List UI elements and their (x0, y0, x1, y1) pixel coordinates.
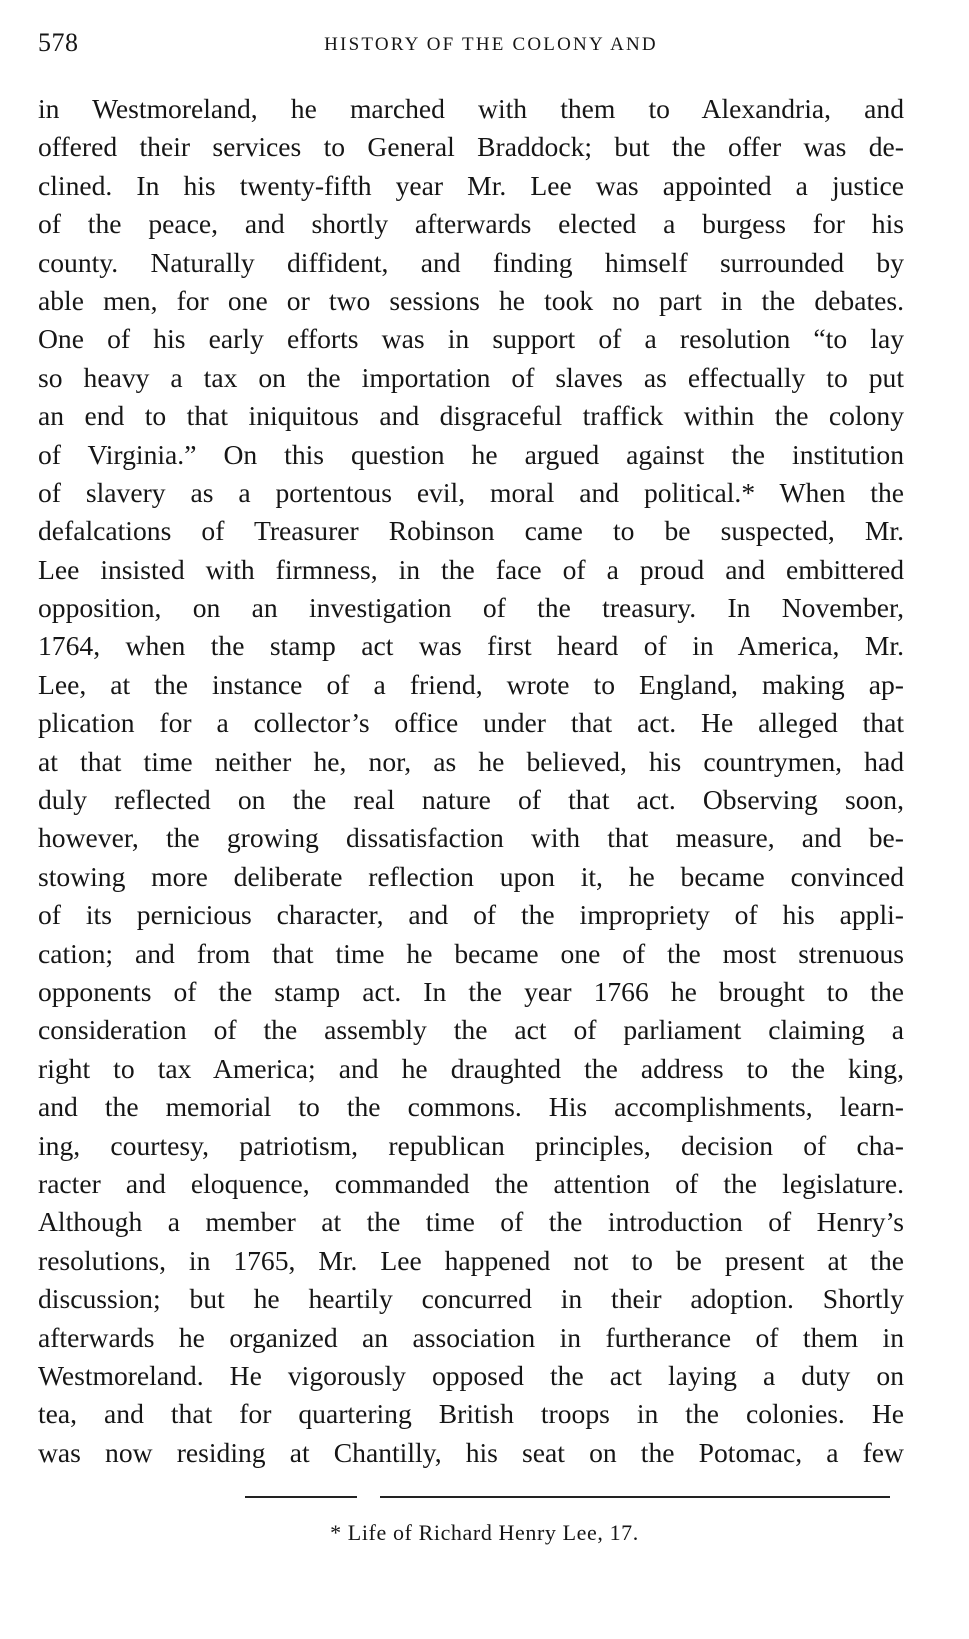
text-line: stowing more deliberate reflection upon it, he became convinced (38, 860, 904, 892)
text-line: so heavy a tax on the importation of slaves as effectually to put (38, 361, 904, 393)
text-line: Lee insisted with firmness, in the face of a proud and embittered (38, 553, 904, 585)
text-line: of slavery as a portentous evil, moral and political.* When the (38, 476, 904, 508)
text-line: plication for a collector’s office under that act. He alleged that (38, 707, 904, 739)
text-line: Lee, at the instance of a friend, wrote to England, making ap- (38, 668, 904, 700)
text-line: however, the growing dissatisfaction with that measure, and be- (38, 822, 904, 854)
text-line: tea, and that for quartering British troops in the colonies. He (38, 1398, 904, 1430)
text-line: of Virginia.” On this question he argued against the institution (38, 438, 904, 470)
text-line: afterwards he organized an association in furtherance of them in (38, 1321, 904, 1353)
text-line: at that time neither he, nor, as he believed, his countrymen, had (38, 745, 904, 777)
text-line: an end to that iniquitous and disgraceful traffick within the colony (38, 400, 904, 432)
text-line: discussion; but he heartily concurred in their adoption. Shortly (38, 1283, 904, 1315)
footnote: * Life of Richard Henry Lee, 17. (330, 1520, 639, 1545)
text-line: opponents of the stamp act. In the year 1766 he brought to the (38, 975, 904, 1007)
text-line: Westmoreland. He vigorously opposed the act laying a duty on (38, 1359, 904, 1391)
text-line: right to tax America; and he draughted the address to the king, (38, 1052, 904, 1084)
footnote-rule (380, 1496, 890, 1498)
text-line: was now residing at Chantilly, his seat on the Potomac, a few (38, 1436, 904, 1468)
text-line: able men, for one or two sessions he took no part in the debates. (38, 284, 904, 316)
text-line: ing, courtesy, patriotism, republican principles, decision of cha- (38, 1129, 904, 1161)
footnote-rule-short (245, 1496, 357, 1498)
running-head (38, 28, 904, 58)
text-line: of the peace, and shortly afterwards elected a burgess for his (38, 208, 904, 240)
running-title: HISTORY OF THE COLONY AND (324, 34, 658, 55)
text-line: clined. In his twenty-fifth year Mr. Lee was appointed a justice (38, 169, 904, 201)
text-line: One of his early efforts was in support of a resolution “to lay (38, 323, 904, 355)
text-line: consideration of the assembly the act of parliament claiming a (38, 1014, 904, 1046)
text-line: Although a member at the time of the introduction of Henry’s (38, 1206, 904, 1238)
text-line: in Westmoreland, he marched with them to Alexandria, and (38, 93, 904, 124)
text-line: offered their services to General Braddock; but the offer was de- (38, 131, 904, 163)
text-line: cation; and from that time he became one of the most strenuous (38, 937, 904, 969)
text-line: defalcations of Treasurer Robinson came to be suspected, Mr. (38, 515, 904, 547)
text-line: county. Naturally diffident, and finding himself surrounded by (38, 246, 904, 278)
body-text (38, 90, 904, 1472)
text-line: duly reflected on the real nature of that act. Observing soon, (38, 784, 904, 816)
text-line: 1764, when the stamp act was first heard of in America, Mr. (38, 630, 904, 662)
text-line: and the memorial to the commons. His accomplishments, learn- (38, 1091, 904, 1123)
text-line: resolutions, in 1765, Mr. Lee happened not to be present at the (38, 1244, 904, 1276)
text-line: opposition, on an investigation of the treasury. In November, (38, 592, 904, 624)
text-line: racter and eloquence, commanded the attention of the legislature. (38, 1167, 904, 1199)
page-number: 578 (38, 28, 79, 57)
text-line: of its pernicious character, and of the impropriety of his appli- (38, 899, 904, 931)
